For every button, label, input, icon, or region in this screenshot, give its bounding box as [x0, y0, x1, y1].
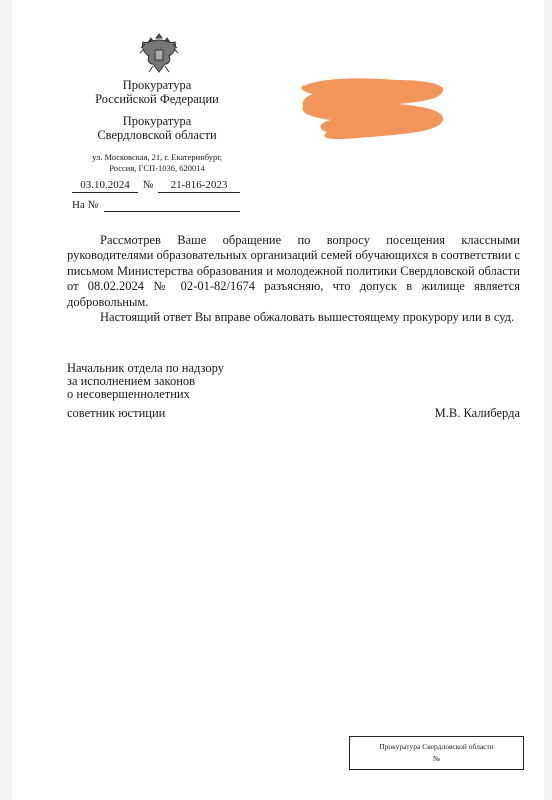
stamp-line1: Прокуратура Свердловской области — [379, 742, 494, 751]
address-line2: Россия, ГСП-1036, 620014 — [109, 163, 205, 173]
position-line3: о несовершеннолетних — [67, 387, 190, 402]
signer-position — [67, 362, 224, 402]
org-name — [72, 78, 242, 106]
reference-blank — [104, 211, 240, 212]
sub-org-line1: Прокуратура — [122, 114, 192, 128]
reference-line — [68, 199, 248, 213]
position-line1: Начальник отдела по надзору — [67, 361, 225, 375]
org-line2: Российской Федерации — [95, 92, 219, 106]
body-paragraph-1: Рассмотрев Ваше обращение по вопросу посещения классными руководителями образовательных организаций семей обучающихся в соответствии с письмом Министерства образования и молодежной политики Свердловской области от 08.02.2024 № 02-01-82/1674 разъясняю, что допуск в жилище является добровольным. — [67, 233, 520, 309]
number-sign: № — [142, 179, 154, 191]
stamp-line2: № — [432, 754, 441, 763]
letter-date: 03.10.2024 — [72, 179, 138, 193]
signer-name: М.В. Калиберда — [434, 406, 520, 420]
redaction-mark — [297, 74, 447, 146]
coat-of-arms-icon — [137, 30, 181, 76]
registration-line — [68, 179, 248, 193]
signer-rank: советник юстиции — [67, 406, 166, 420]
org-line1: Прокуратура — [122, 78, 192, 92]
registration-stamp — [349, 736, 524, 770]
body-paragraph-2: Настоящий ответ Вы вправе обжаловать вышестоящему прокурору или в суд. — [100, 310, 515, 324]
address-line1: ул. Московская, 21, г. Екатеринбург, — [92, 152, 222, 162]
position-line2: за исполнением законов — [67, 374, 196, 389]
sub-org-name — [72, 114, 242, 142]
org-address — [72, 152, 242, 174]
letter-page — [12, 0, 544, 800]
reference-label: На № — [72, 199, 99, 211]
letter-number: 21-816-2023 — [158, 179, 240, 193]
sub-org-line2: Свердловской области — [97, 128, 217, 142]
